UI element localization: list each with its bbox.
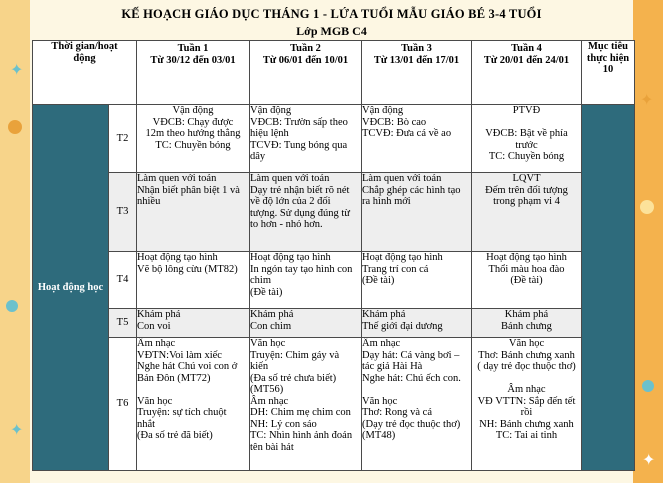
activity-line: Trang trí con cá [362,263,429,275]
activity-line: Nghe hát: Chú ếch con. [362,372,461,384]
activity-subject: Vận động [362,105,404,116]
activity-line: Bánh chưng [501,320,552,332]
activity-cell [472,309,582,338]
activity-cell [137,338,250,471]
activity-line: Văn học [137,395,173,407]
activity-subject: Khám phá [504,309,549,320]
activity-line: Dạy trẻ nhận biết rõ nét [250,184,350,196]
activity-line: Thơ: Bánh chưng xanh [478,349,575,361]
activity-subject: Khám phá [250,309,294,320]
page-title: KẾ HOẠCH GIÁO DỤC THÁNG 1 - LỨA TUỔI MẪU GIÁO BÉ 3-4 TUỔI [121,7,542,21]
activity-line: TCVĐ: Tung bóng qua [250,139,348,151]
activity-line: Nghe hát Chú voi con ở [137,361,238,372]
activity-line: TC: Tai ai tinh [495,430,558,441]
activity-line: NH: Lý con sáo [250,418,317,430]
decor-blob [640,200,654,214]
header-text: động [73,52,96,64]
week-range: Từ 06/01 đến 10/01 [262,54,349,66]
activity-cell [472,105,582,173]
activity-line: VĐCB: Chạy được [152,116,234,128]
activity-line: Dạy hát: Cá vàng bơi – [362,349,460,361]
activity-line: (Dạy trẻ đọc thuộc thơ) [362,418,461,430]
activity-line: dây [250,151,266,162]
activity-line: ( dạy trẻ đọc thuộc thơ) [477,361,576,372]
activity-cell [362,309,472,338]
week-label: Tuần 4 [511,43,542,54]
activity-line: Truyện: sự tích chuột [137,407,227,418]
header-time-activity [33,41,137,105]
activity-line: Âm nhạc [250,395,289,407]
activity-line: chim [250,275,271,286]
activity-line: VĐCB: Bò cao [362,116,427,128]
day-label: T3 [109,173,137,252]
week-label: Tuần 1 [177,43,209,54]
day-label: T2 [109,105,137,173]
activity-subject: Hoạt động tạo hình [250,252,331,263]
page-subtitle: Lớp MGB C4 [296,24,367,38]
activity-cell [137,173,250,252]
header-week-4 [472,41,582,105]
activity-cell [137,309,250,338]
activity-line: Con voi [137,320,171,332]
header-week-3 [362,41,472,105]
activity-cell [472,173,582,252]
goal-text: thực hiện [586,52,630,64]
star-icon: ✦ [640,90,654,109]
activity-line: Thổi màu hoa đào [488,263,565,275]
activity-cell [362,338,472,471]
activity-line: TC: Nhìn hình ảnh đoán [250,430,353,441]
activity-line: về độ lớn của 2 đối [250,196,331,207]
activity-line [137,384,249,396]
activity-subject: Vận động [250,105,292,116]
activity-subject: Làm quen với toán [362,173,442,184]
activity-line: tượng. Sử dụng đúng từ [250,207,350,219]
activity-cell [472,338,582,471]
activity-cell [362,252,472,309]
activity-line: (MT56) [250,384,284,395]
activity-line: nhiều [137,196,161,207]
right-decor-strip [633,0,663,483]
activity-subject: Âm nhạc [362,338,401,349]
activity-line: Nhận biết phân biệt 1 và [137,184,240,196]
star-icon: ✦ [642,450,656,469]
activity-subject: Hoạt động tạo hình [486,252,567,263]
activity-line: (Đa số trẻ chưa biết) [250,372,337,384]
group-label: Hoạt động học [33,105,109,471]
decor-blob [6,300,18,312]
activity-line: Đếm trên đối tượng [485,184,568,196]
activity-cell [250,252,362,309]
day-label: T5 [109,309,137,338]
activity-cell [250,173,362,252]
activity-line: trước [515,139,538,151]
star-icon: ✦ [10,60,24,79]
header-text: Thời gian/hoạt [51,41,118,52]
activity-line: kiến [250,361,269,372]
activity-line: (Đề tài) [510,275,543,286]
activity-cell [362,173,472,252]
activity-line [472,373,581,385]
activity-line: tên bài hát [250,441,294,453]
activity-subject: Hoạt động tạo hình [362,252,443,263]
activity-line: Chắp ghép các hình tạo [362,184,461,196]
activity-line: In ngón tay tạo hình con [250,263,353,275]
star-icon: ✦ [10,420,24,439]
activity-line: Văn học [362,395,398,407]
goal-text: 10 [602,64,614,75]
activity-line: Âm nhạc [507,384,546,395]
goal-column [582,105,635,471]
activity-line [362,384,471,396]
activity-line: to hơn - nhỏ hơn. [250,219,323,230]
plan-table [32,40,635,471]
activity-subject: Khám phá [362,309,406,320]
activity-line: VĐCB: Bật về phía [485,128,568,139]
activity-line: ra hình mới [362,196,411,207]
activity-line: VĐ VTTN: Sắp đến tết [477,395,576,407]
activity-line: TC: Chuyền bóng [488,151,565,162]
activity-line [472,117,581,129]
day-label: T6 [109,338,137,471]
activity-cell [250,309,362,338]
header-week-2 [250,41,362,105]
activity-subject: Làm quen với toán [137,173,217,184]
activity-line: TC: Chuyền bóng [155,139,231,151]
activity-subject: Làm quen với toán [250,173,330,184]
activity-line: nhắt [137,418,156,430]
activity-line: Bản Đôn (MT72) [137,372,211,384]
activity-line: VĐTN:Voi làm xiếc [137,349,222,361]
week-range: Từ 13/01 đến 17/01 [373,54,460,66]
decor-blob [8,120,22,134]
activity-line: Thế giới đại dương [362,320,443,332]
activity-subject: Khám phá [137,309,181,320]
activity-subject: Văn học [508,338,545,349]
activity-line: (Đa số trẻ đã biết) [137,430,213,441]
activity-cell [250,338,362,471]
activity-subject: PTVĐ [512,105,541,116]
activity-line: NH: Bánh chưng xanh [479,418,574,430]
activity-subject: LQVT [512,173,541,184]
header-goal [582,41,635,105]
activity-line: Truyện: Chim gáy và [250,349,340,361]
activity-subject: Âm nhạc [137,338,176,349]
activity-line: trong phạm vi 4 [493,196,560,207]
activity-line: Con chim [250,320,292,332]
decor-blob [642,380,654,392]
activity-line: rồi [520,407,533,418]
activity-subject: Hoạt động tạo hình [137,252,218,263]
goal-text: Mục tiêu [588,41,628,52]
week-label: Tuần 2 [290,43,321,54]
activity-line: TCVĐ: Đưa cá về ao [362,128,452,139]
activity-line: Thơ: Rong và cá [362,407,432,418]
activity-cell [472,252,582,309]
activity-cell [137,105,250,173]
activity-line: Vẽ bộ lông cừu (MT82) [137,263,238,275]
activity-line: (Đề tài) [362,275,395,286]
week-label: Tuần 3 [401,43,432,54]
week-range: Từ 30/12 đến 03/01 [150,54,236,66]
activity-subject: Vận động [172,105,214,116]
activity-cell [362,105,472,173]
activity-line: DH: Chim mẹ chim con [250,407,351,418]
activity-line: hiệu lệnh [250,128,289,139]
activity-cell [137,252,250,309]
activity-line: 12m theo hướng thẳng [145,128,241,139]
activity-line: tác giả Hài Hà [362,361,423,372]
day-label: T4 [109,252,137,309]
activity-cell [250,105,362,173]
activity-line: VĐCB: Trườn sấp theo [250,116,348,128]
activity-line: (MT48) [362,430,396,441]
activity-subject: Văn học [250,338,286,349]
header-week-1 [137,41,250,105]
week-range: Từ 20/01 đến 24/01 [483,54,570,66]
activity-line: (Đề tài) [250,286,283,298]
